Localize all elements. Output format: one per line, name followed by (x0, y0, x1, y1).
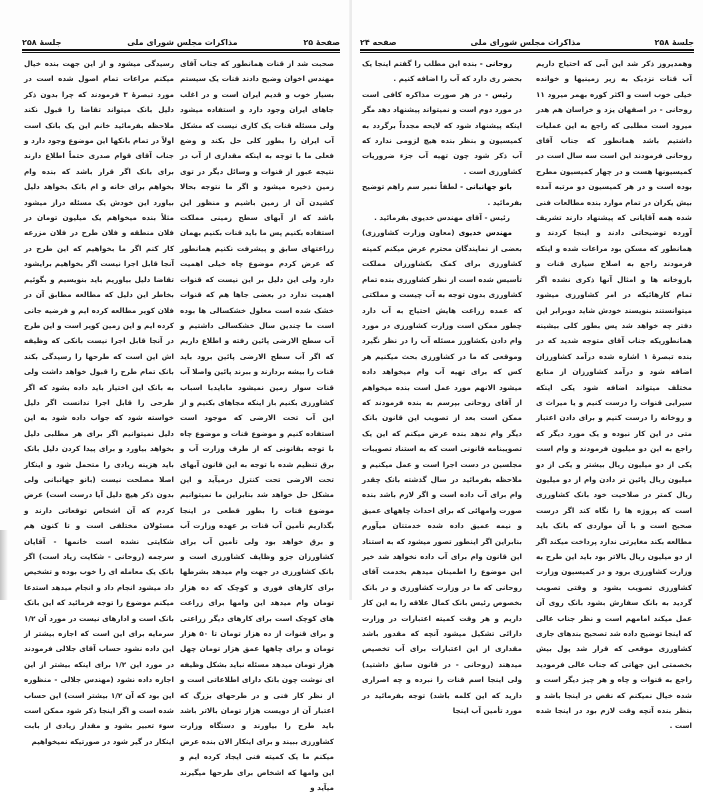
president-announcement: رئیس - آقای مهندس خدیوی بفرمائید . (374, 213, 510, 223)
left-page-column-left (24, 56, 174, 749)
speaker-name: بانو جهانبانی - (460, 182, 512, 192)
scan-edge-shadow (0, 530, 8, 600)
left-page (0, 0, 350, 793)
right-page (352, 0, 703, 731)
right-page-column-left (362, 56, 522, 718)
right-page-header (360, 36, 694, 48)
left-page-session: جلسهٔ ۲۵۸ (22, 37, 62, 47)
speech-jahanbani (362, 179, 522, 210)
paragraph: رسیدگی میشود و از این جهت بنده خیال میکنم مراعات تمام اصول شده است در مورد تبصرهٔ ۳ فرمودند که چرا بدون ذکر دلیل بانک میتواند تقاضا را قبول نکند ملاحظه بفرمائید خانم این یک بانک است اولاً در تمام بانکها این موضوع وجود دارد و جناب آقای قوام صدری حتماً اطلاع دارند برای بانک اگر قرار باشد که بنده وام بخواهم برای خانه و ام بانک بخواهد دلیل بیاورد این خودش یک مسئله دراز میشود مثلاً بنده میخواهم یک میلیون تومان در فلان منطقه و فلان طرح در فلان مزرعه کار کنم اگر ما بخواهیم که این طرح در آنجا قابل اجرا نیست اگر بخواهیم برایشود تقاضا دلیل بیاوریم باید بنویسیم و بگوئیم بخاطر این دلیل که مطالعه مطابق آن در فلان کویر مطالعه کرده ایم و فرضیه جانی کرده ایم و این زمین کویر است و این طرح در آنجا قابل اجرا نیست بانکی که وظیفه اش این است که طرحها را رسیدگی بکند بانک تمام طرح را قبول خواهد داشت ولی به بانک این اختیار باید داده بشود که اگر طرحی را قابل اجرا ندانست اگر دلیل خواسته شود که جواب داده شود به این دلیل نمیتوانیم اگر برای هر مطلبی دلیل بخواهد بیاورد و برای پیدا کردن دلیل بانک باید هزینه زیادی را متحمل شود و اینکار اصلا مصلحت نیست (بانو جهانبانی ولی بدون ذکر هیچ دلیل آیا درست است) عرض کردم که آن اشخاص توقعاتی دارند و مسئولان مختلفی است و تا کنون هم شکایتی نشده است خانمها - آقایان سرجمه (روحانی - شکایت زیاد است) اگر بانک یک معامله ای را خوب بوده و تشخیص داد میشود انجام داد و انجام میدهد استدعا میکنم موضوع را توجه فرمائید که این بانک بانک است و ادارهای نیست در مورد آن ۱/۲ سرمایه برای این است که اجازه بیشتر از این داده نشود حساب آقای جلالی فرمودند در مورد این ۱/۲ برای اینکه بیشتر از این اجازه داده نشود (مهندس جلالی - منظوره این بود که آن ۱/۲ بیشتر است) این حساب شده است و اگر اینجا ذکر شود ممکن است سوء تعبیر بشود و مقدار زیادی از بابت اینکار در گیر شود در صورتیکه نمیخواهیم (24, 59, 175, 746)
right-header-rule (360, 49, 694, 53)
left-page-title: مذاکرات مجلس شورای ملی (127, 37, 238, 47)
speech-rowhani (362, 56, 522, 87)
speech-text: لطفاً نمیر سم راهم توضیح بفرمائید . (362, 182, 522, 207)
left-header-rule (22, 49, 340, 53)
right-page-title: مذاکرات مجلس شورای ملی (470, 37, 581, 47)
left-page-column-right (180, 56, 334, 796)
left-page-number: صفحهٔ ۲۵ (303, 37, 340, 47)
speech-president (362, 87, 522, 179)
paragraph: صحبت شد از قنات همانطور که جناب آقای مهندس اخوان وضیح دادند قنات یک سیستم بسیار خوب و قدیم ایران است و در اغلب جاهای ایران وجود دارد و استفاده میشود ولی مسئله قنات یک کاری نیست که مشکل آب ایران را بطور کلی حل بکند و وضع فعلی ما با توجه به اینکه مقداری از آب در نتیجه عبور از قنوات و وسائل دیگر در توی زمین ذخیره میشود و اگر ما نتوجه بحالا کشیدن آن از زمین باشیم و منظور این باشد که از آبهای سطح زمینی مملکت استفاده بکنیم پس ما باید قنات بکنیم بهمان زراعتهای سابق و پیشرفت نکنیم همانطور که عرض کردم موضوع چاه خیلی اهمیت دارد ولی این دلیل بر این نیست که قنوات اهمیت ندارد در بعضی جاها هم که قنوات خشک شده است معلول خشکسالی ها بوده است ما چندین سال خشکسالی داشتیم و آب سطح الارضی پائین رفته و اطلاع داریم که اگر آب سطح الارضی پائین برود باید قنات را بیشه بردارند و ببرند پائین واصلا آب قنات سوار زمین نمیشود مابایدبا اسباب کشاورزی بکنیم باز اینکه مجاهای بکنیم و از این آب تحت الارضی که موجود است استفاده کنیم و موضوع قنات و موضوع چاه با توجه بقانونی که از طرف وزارت آب و برق تنظیم شده با توجه به این قانون آبهای تحت الارضی تحت کنترل درمیآید و این مشکل حل خواهد شد بنابراین ما نمیتوانیم موضوع قنات را بطور قطعی در اینجا بگذاریم تأمین آب قنات بر عهده وزارت آب و برق خواهد بود ولی تأمین آب برای کشاورزان جزو وظایف کشاورزی است و بانک کشاورزی در جهت وام میدهد بشرطها برای کارهای فوری و کوچک که ده هزار تومان وام میدهد این وامها برای زراعت های کوچک است برای کارهای دیگر زراعتی و برای قنوات از ده هزار تومان تا ۵۰ هزار تومان و برای چاهها عمق هزار تومان چهل هزار تومان میدهد مسئله نباید بشکل وظیفه ای نوشت چون بانک دارای اطلاعاتی است و از نظر کار فنی و در طرحهای بزرگ که اعتبار آن از دویست هزار تومان بالاتر باشد باید طرح را بیاورند و دستگاه وزارت کشاورزی ببیند و برای اینکار الان بنده عرض میکنم ما یک کمیته فنی ایجاد کرده ایم و این وامها که اشخاص برای طرحها میگیرند میآید و (180, 59, 335, 793)
left-page-header (22, 36, 340, 48)
speech-text: بنده این مطلب را گفتم اینجا یک بحضر ری دارد که آب را اضافه کنیم . (362, 59, 522, 84)
paragraph: وهمدیروز ذکر شد این آبی که احتیاج داریم آب قنات نزدیک به زیر زمینیها و خوانده خیلی خوب است و اکثر کوره بهمر میرود ۱۱ روحانی - در اصفهان یزد و خراسان هم هدر میرود است مطلبی که راجع به این عملیات داشتیم باشد همانطور که جناب آقای روحانی فرمودند این است سه سال است در کمیسیونها هست و در چهار کمیسیون مطرح بوده است و در هر کمیسیون دو مرتبه آمده بیش یکران در تمام موارد بنده مطالعات فنی شده همه آقایانی که پیشنهاد دارند تشریف آورده توضیحاتی دادند و اینجا کردند و همانطور که مسکن بود مراعات شده و اینکه فرمودند راجع به اصلاح سیاری قنات و باروخانه ها و امثال آنها ذکری نشده اگر تمام کارهائیکه در امر کشاورزی میشود میتوانستند بنویسند خودش شاید دوبرابر این دفتر چه خواهد شد پس بطور کلی بیشینه همانطوریکه جناب آقای متوجه شدید که در بنده تبصرهٔ ۱ اشاره شده درآمد کشاورزان اضافه شود و درآمد کشاورزان از منابع مختلف میتواند اضافه شود یکی اینکه سیرابی قنوات را درست کنیم و یا میراث ی و روخانه را درست کنیم و برای دادن اعتبار متی در این کار نبوده و یک مورد دیگر که راجع به این دو میلیون فرمودند و وام است یکی از دو میلیون ریال بیشتر و یکی از دو میلیون ریال پائین تر دادن وام از دو میلیون ریال کمتر در صلاحیت خود بانک کشاورزی است که پروژه ها را نگاه کند اگر درست صحیح است و با آن مواردی که بانک باید مطالعه بکند مغایرتی ندارد پرداخت میکند اگر از دو میلیون ریال بالاتر بود باید این طرح به وزارت کشاورزی برود و در کمیسیون وزارت کشاورزی تصویب بشود و وقتی تصویب گردید به بانک سفارش بشود بانک روی آن عمل میکند امامهم است و نظر جناب عالی که اینجا توضیح داده شد تصحیح بندهای جاری کشاورزی موقعی که قرار شد پول بیش بخصمتی این جهاتی که جناب عالی فرمودید راجع به قنوات و چاه و هر چیز دیگر است و شده خیال نمیکنم که نقص در اینجا باشد و بنظر بنده آنچه وقت لازم بود در اینجا شده است . (536, 59, 692, 731)
speaker-name: روحانی - (479, 59, 512, 68)
right-page-column-right (536, 56, 692, 734)
speaker-name: رئیس - (485, 89, 513, 99)
speech-khadivi (362, 225, 522, 718)
speech-text: در هر صورت مذاکره کافی است در مورد دوم است و نمیتواند پیشنهاد دهد مگر اینکه پیشنهاد شود که لایحه مجدداً برگردد به کمیسیون و بنظر بنده هیچ لزومی ندارد که آب ذکر شود چون تهیه آب جزء ضروریات کشاورزی است . (362, 89, 522, 176)
speaker-name: مهندس خدیوی (458, 228, 512, 238)
right-page-session: جلسهٔ ۲۵۸ (654, 37, 694, 47)
right-page-number: صفحه ۲۴ (360, 37, 397, 47)
speech-text: (معاون وزارت کشاورزی) بعضی از نمایندگان محترم عرض میکنم کمیته کشاورزی برای کمک بکشاورزان مملکت تأسیس شده است از نظر کشاورزی بنده تمام کشاورزی بدون توجه به آب چیست و مملکتی که عمده زراعت هایش احتیاج به آب دارد چطور ممکن است وزارت کشاورزی در مورد وام دادن بکشاورز مسئله آب را در نظر نگیرد وموقعی که ما در کشاورزی بحث میکنیم هر کس که برای تهیه آب وام میخواهد داده میشود الانهم مورد عمل است بنده میخواهم از آقای روحانی بپرسم به بنده فرمودند که ممکن است بعد از تصویب این قانون بانک دیگر وام ندهد بنده عرض میکنم که این یک تصویبنامه قانونی است که به استناد تصویبات مجلسین در دست اجرا است و عمل میکنیم و ملاحظه بفرمائید در سال گذشته بانک چقدر وام برای آب داده است و اگر لازم باشد بنده صورت وامهائی که برای احداث چاههای عمیق و نیمه عمیق داده شده خدمتتان میآورم بنابراین اگر اینطور تصور میشود که به استناد این قانون وام برای آب داده نخواهد شد خیر این موضوع را اطمینان میدهم بخدمت آقای روحانی که ما در وزارت کشاورزی و در بانک بخصوص رئیس بانک کمال علاقه را به این کار داریم و هر وقت کمیته اعتبارات در وزارت دارائی تشکیل میشود آنچه که مقدور باشد مقداری از این اعتبارات برای آب تخصیص میدهند (روحانی - در قانون سابق داشتید) ولی اینجا اسم قنات را نبرده و چه اصراری دارید که این کلمه باشد) توجه بفرمائید در مورد تأمین آب اینجا (362, 228, 522, 716)
